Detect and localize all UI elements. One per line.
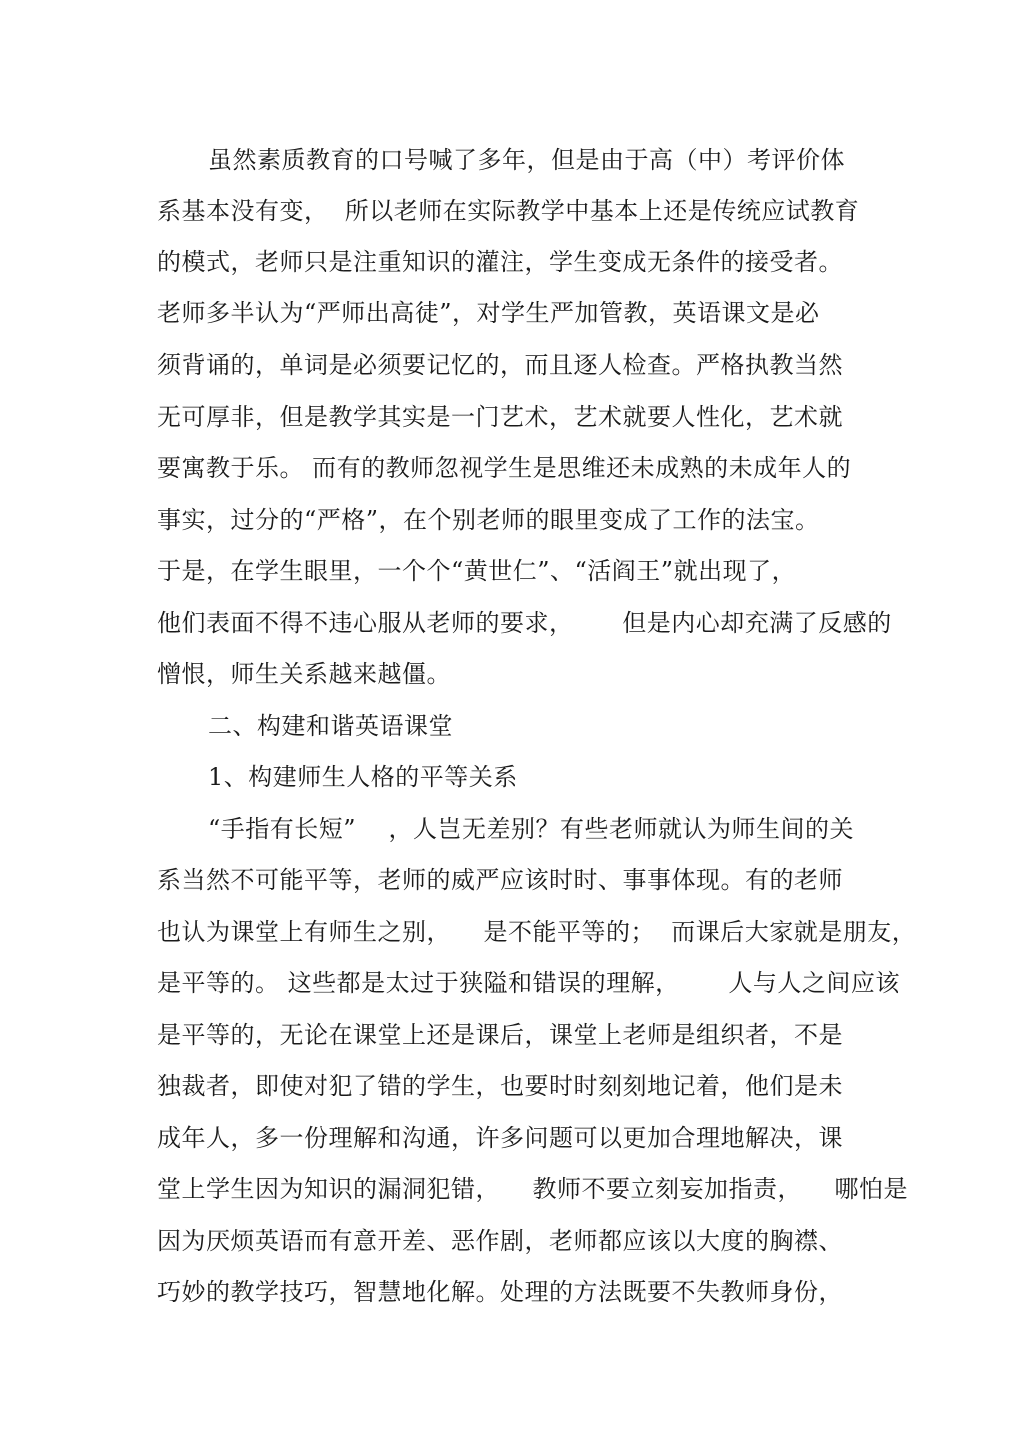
paragraph-line: 独裁者，即使对犯了错的学生，也要时时刻刻地记着，他们是未 (157, 1072, 843, 1100)
paragraph-line: 虽然素质教育的口号喊了多年，但是由于高（中）考评价体 (208, 146, 845, 174)
paragraph-line: 系基本没有变， 所以老师在实际教学中基本上还是传统应试教育 (157, 197, 860, 225)
paragraph-line: 堂上学生因为知识的漏洞犯错， 教师不要立刻妄加指责， 哪怕是 (157, 1175, 909, 1203)
subsection-heading: 1、构建师生人格的平等关系 (208, 763, 518, 791)
paragraph-line: 要寓教于乐。 而有的教师忽视学生是思维还未成熟的未成年人的 (157, 454, 852, 482)
paragraph-line: 老师多半认为“严师出高徒”，对学生严加管教，英语课文是必 (157, 299, 820, 327)
paragraph-line: 是平等的。 这些都是太过于狭隘和错误的理解， 人与人之间应该 (157, 969, 900, 997)
paragraph-line: 因为厌烦英语而有意开差、恶作剧，老师都应该以大度的胸襟、 (157, 1227, 843, 1255)
paragraph-line: 须背诵的，单词是必须要记忆的，而且逐人检查。严格执教当然 (157, 351, 843, 379)
paragraph-line: “手指有长短” ，人岂无差别？有些老师就认为师生间的关 (208, 815, 855, 843)
paragraph-line: 无可厚非，但是教学其实是一门艺术，艺术就要人性化，艺术就 (157, 403, 843, 431)
paragraph-line: 于是，在学生眼里，一个个“黄世仁”、“活阎王”就出现了， (157, 557, 797, 585)
paragraph-line: 是平等的，无论在课堂上还是课后，课堂上老师是组织者，不是 (157, 1021, 843, 1049)
paragraph-line: 巧妙的教学技巧，智慧地化解。处理的方法既要不失教师身份， (157, 1278, 843, 1306)
paragraph-line: 事实，过分的“严格”，在个别老师的眼里变成了工作的法宝。 (157, 506, 820, 534)
paragraph-line: 也认为课堂上有师生之别， 是不能平等的； 而课后大家就是朋友， (157, 918, 917, 946)
paragraph-line: 他们表面不得不违心服从老师的要求， 但是内心却充满了反感的 (157, 609, 892, 637)
paragraph-line: 成年人，多一份理解和沟通，许多问题可以更加合理地解决，课 (157, 1124, 843, 1152)
paragraph-line: 的模式，老师只是注重知识的灌注，学生变成无条件的接受者。 (157, 248, 843, 276)
paragraph-line: 系当然不可能平等，老师的威严应该时时、事事体现。有的老师 (157, 866, 843, 894)
paragraph-line: 憎恨，师生关系越来越僵。 (157, 660, 451, 688)
section-heading: 二、构建和谐英语课堂 (208, 712, 453, 740)
